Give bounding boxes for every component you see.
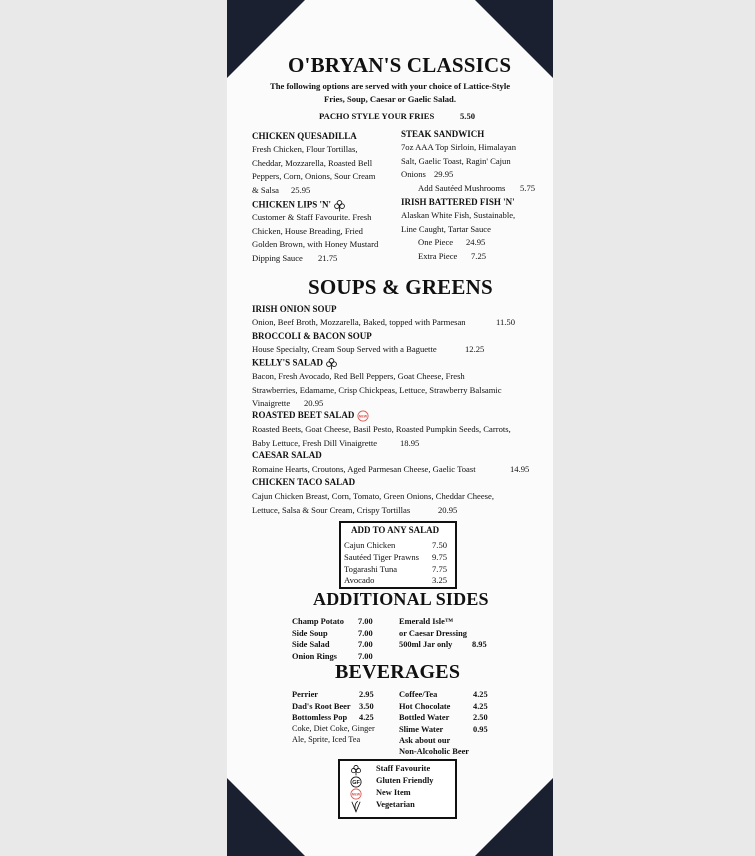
add-salad-item: Avocado [344,575,375,585]
beet-name [252,410,369,422]
add-salad-price: 3.25 [432,575,448,585]
side-name: Side Salad [292,640,330,649]
lips-line: Golden Brown, with Honey Mustard [252,239,379,249]
quesadilla-line: Cheddar, Mozzarella, Roasted Bell [252,157,373,168]
steak-price: 29.95 [434,169,454,179]
steak-name: STEAK SANDWICH [401,129,485,139]
dressing-price: 8.95 [472,640,487,649]
legend-staff: Staff Favourite [376,764,431,773]
dressing-line: or Caesar Dressing [399,628,467,638]
kelly-line: Bacon, Fresh Avocado, Red Bell Peppers, Goat Cheese, Fresh [252,371,465,381]
broccoli-name: BROCCOLI & BACON SOUP [252,331,372,341]
add-to-salad-box [339,521,457,589]
side-price: 7.00 [358,640,373,649]
side-price: 7.00 [358,617,373,626]
shamrock-icon [350,764,362,776]
new-item-icon [350,788,362,800]
bev-name: Perrier [292,690,319,699]
side-name: Onion Rings [292,651,337,661]
bev-price: 3.50 [359,701,374,711]
legend-veg: Vegetarian [376,800,415,809]
corner-br [475,778,553,856]
fish-one-price: 24.95 [466,237,486,247]
add-salad-price: 9.75 [432,552,448,562]
beet-last: Baby Lettuce, Fresh Dill Vinaigrette [252,437,378,448]
beverages-title: BEVERAGES [335,661,461,683]
pop-note: Ale, Sprite, Iced Tea [292,735,361,744]
caesar-price: 14.95 [510,464,530,474]
add-salad-price: 7.75 [432,564,448,574]
legend-gf: Gluten Friendly [376,776,434,785]
pop-note: Coke, Diet Coke, Ginger [292,724,375,733]
onion-name: IRISH ONION SOUP [252,304,337,314]
soups-title: SOUPS & GREENS [308,275,493,299]
taco-price: 20.95 [438,504,458,515]
lips-line: Chicken, House Breading, Fried [252,225,363,236]
bev-name: Coffee/Tea [399,690,438,699]
broccoli-price: 12.25 [465,344,485,354]
ask-line: Ask about our [399,736,451,745]
bev-name: Slime Water [399,724,444,734]
classics-intro-1: The following options are served with your choice of Lattice-Style [269,81,511,91]
quesadilla-line: Fresh Chicken, Flour Tortillas, [252,144,358,154]
bev-name: Bottled Water [399,713,450,722]
taco-name: CHICKEN TACO SALAD [252,477,356,487]
bev-price: 2.50 [473,713,488,722]
pacho-price: 5.50 [460,111,476,121]
gluten-friendly-icon [350,776,362,788]
add-salad-item: Sautéed Tiger Prawns [344,552,419,562]
new-item-icon [357,410,369,422]
caesar-name: CAESAR SALAD [252,450,322,460]
beet-line: Roasted Beets, Goat Cheese, Basil Pesto, Roasted Pumpkin Seeds, Carrots, [252,424,511,434]
bev-price: 0.95 [473,724,488,734]
bev-price: 4.25 [473,701,488,711]
lips-price: 21.75 [318,252,338,263]
add-salad-item: Togarashi Tuna [344,564,398,574]
add-salad-title: ADD TO ANY SALAD [351,525,440,535]
fish-line: Alaskan White Fish, Sustainable, [401,210,516,220]
menu-sheet [227,0,553,856]
steak-line: 7oz AAA Top Sirloin, Himalayan [401,142,517,152]
bev-name: Bottomless Pop [292,713,348,722]
steak-line: Salt, Gaelic Toast, Ragin' Cajun [401,155,511,166]
mushrooms-addon: Add Sautéed Mushrooms [418,182,506,193]
corner-bl [227,778,305,856]
kelly-line: Strawberries, Edamame, Crisp Chickpeas, Lettuce, Strawberry Balsamic [252,384,502,395]
side-name: Champ Potato [292,617,344,626]
taco-last: Lettuce, Salsa & Sour Cream, Crispy Tortillas [252,504,411,515]
kelly-price: 20.95 [304,398,324,408]
bev-price: 4.25 [473,690,488,699]
bev-price: 2.95 [359,690,374,699]
new-badge-text: NEW [358,414,367,419]
lips-line: Customer & Staff Favourite. Fresh [252,212,372,222]
side-price: 7.00 [358,651,373,661]
quesadilla-name: CHICKEN QUESADILLA [252,131,357,141]
add-salad-price: 7.50 [432,540,448,550]
lips-name-text: CHICKEN LIPS 'N' [252,199,332,210]
legend-box [338,759,457,819]
broccoli-line: House Specialty, Cream Soup Served with a Baguette [252,344,437,354]
vegetarian-icon [350,800,362,813]
legend-new: New Item [376,788,411,797]
new-badge-text: NEW [351,792,361,797]
gf-badge-text: GF [352,780,360,787]
beet-price: 18.95 [400,437,420,448]
dressing-line: 500ml Jar only [399,640,453,649]
kelly-name-text: KELLY'S SALAD [252,357,323,368]
onion-line: Onion, Beef Broth, Mozzarella, Baked, topped with Parmesan [252,317,466,327]
ask-line: Non-Alcoholic Beer [399,747,470,756]
taco-line: Cajun Chicken Breast, Corn, Tomato, Green Onions, Cheddar Cheese, [252,491,494,501]
caesar-line: Romaine Hearts, Croutons, Aged Parmesan Cheese, Gaelic Toast [252,464,476,474]
bev-name: Hot Chocolate [399,701,451,711]
pacho-label: PACHO STYLE YOUR FRIES [319,111,435,121]
shamrock-icon [325,357,338,370]
bev-price: 4.25 [359,713,374,722]
lips-last: Dipping Sauce [252,252,303,263]
mushrooms-price: 5.75 [520,182,536,193]
fish-name: IRISH BATTERED FISH 'N' [401,197,515,207]
beet-name-text: ROASTED BEET SALAD [252,410,355,421]
quesadilla-line: Peppers, Corn, Onions, Sour Cream [252,171,376,181]
kelly-name [252,357,338,370]
quesadilla-price: 25.95 [291,184,311,195]
bev-name: Dad's Root Beer [292,701,351,711]
classics-title: O'BRYAN'S CLASSICS [288,53,512,77]
steak-last: Onions [401,169,426,179]
side-price: 7.00 [358,628,373,638]
sides-title: ADDITIONAL SIDES [313,589,489,609]
quesadilla-last: & Salsa [252,184,279,195]
kelly-last: Vinaigrette [252,398,291,408]
fish-one-label: One Piece [418,237,454,247]
fish-extra-label: Extra Piece [418,250,458,261]
side-name: Side Soup [292,628,328,638]
fish-line: Line Caught, Tartar Sauce [401,223,491,234]
fish-extra-price: 7.25 [471,250,487,261]
classics-intro-2: Fries, Soup, Caesar or Gaelic Salad. [324,94,456,104]
onion-price: 11.50 [496,317,516,327]
add-salad-item: Cajun Chicken [344,540,396,550]
dressing-line: Emerald Isle™ [399,617,454,626]
